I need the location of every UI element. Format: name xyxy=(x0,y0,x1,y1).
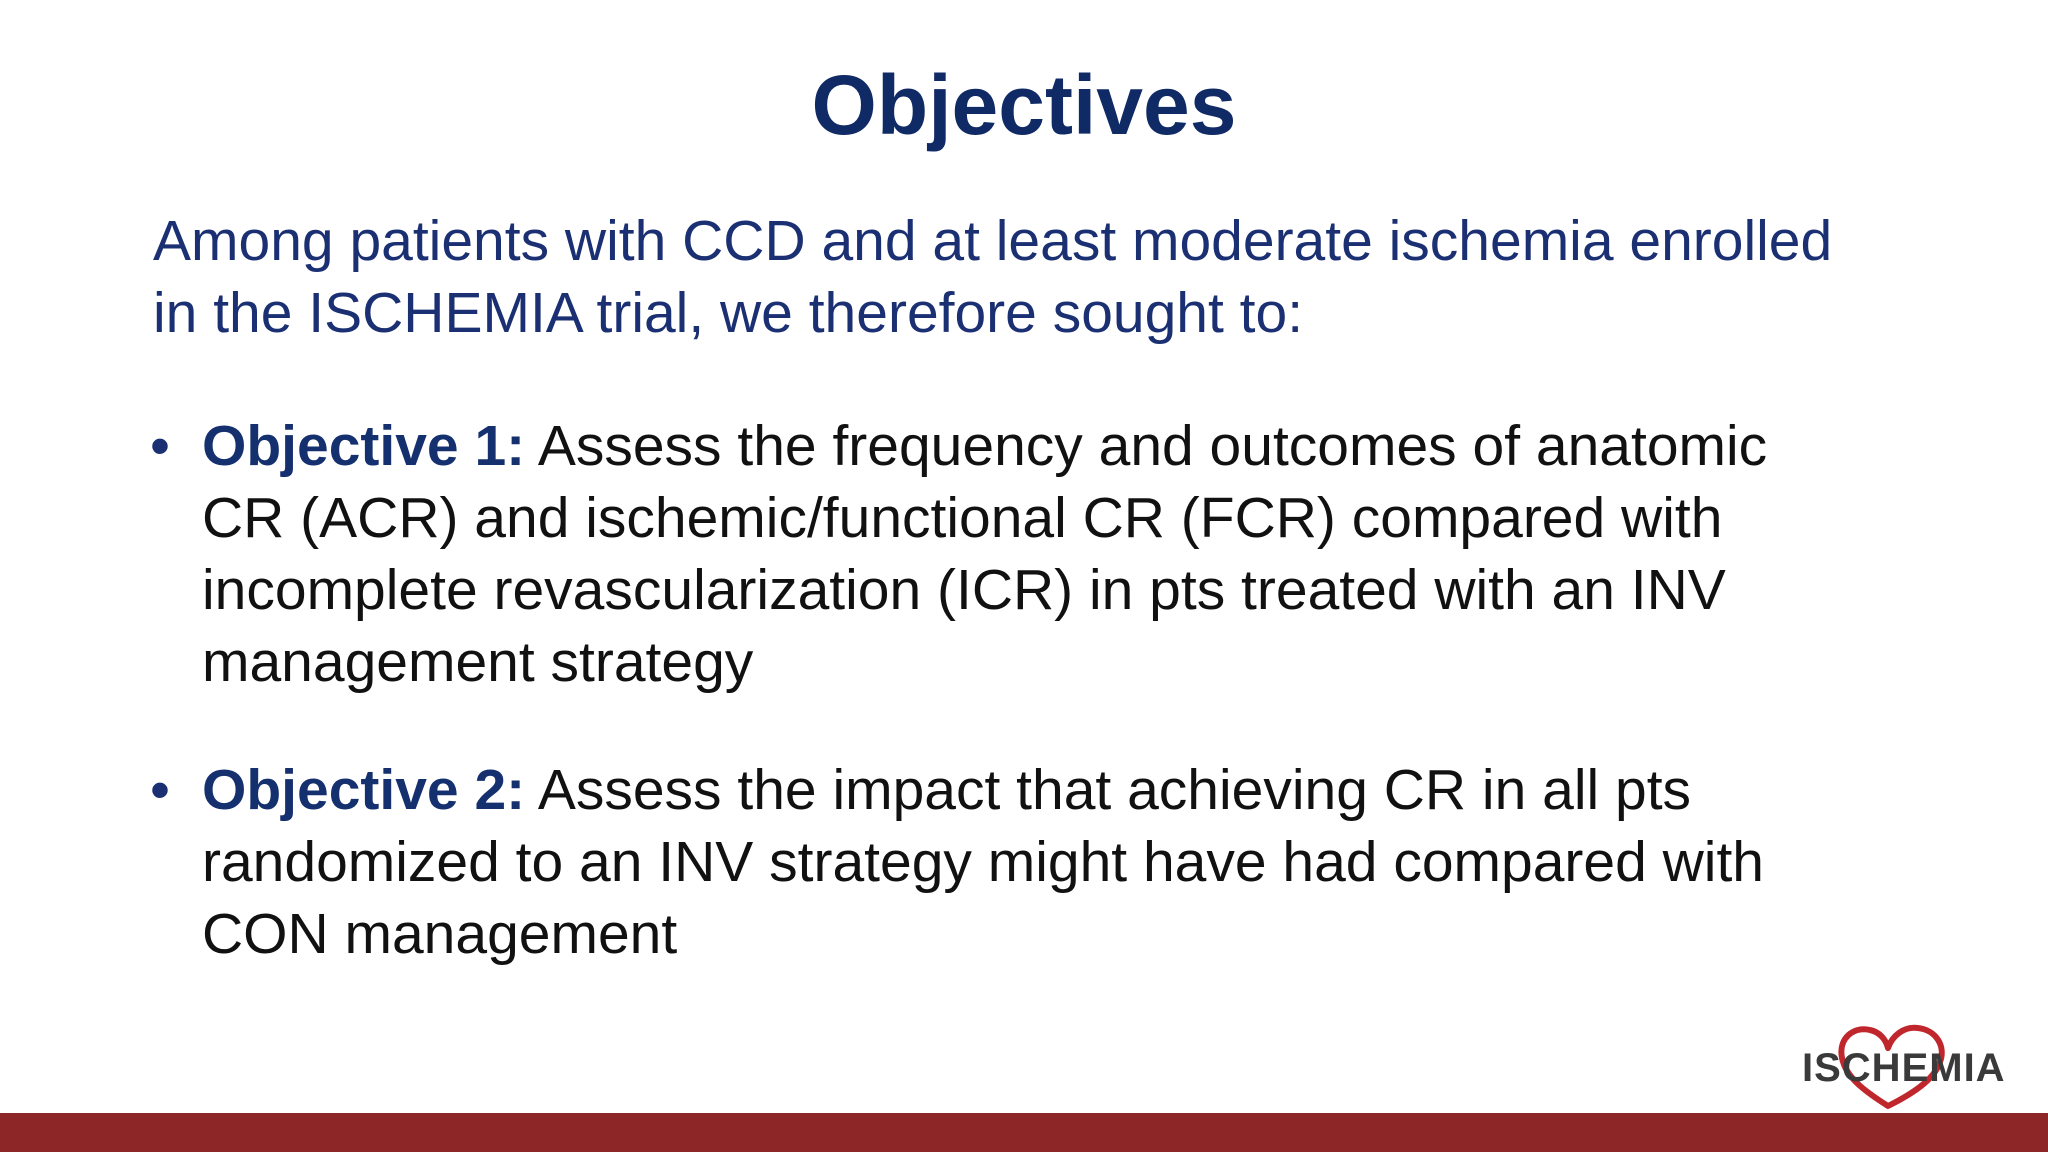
intro-line-1: Among patients with CCD and at least moderate ischemia enrolled xyxy=(153,209,1833,273)
intro-text xyxy=(153,205,2003,349)
slide-title: Objectives xyxy=(811,58,1237,152)
ischemia-logo xyxy=(1796,1020,2036,1110)
objective-2-line-3: CON management xyxy=(202,902,678,966)
objective-1-line-3: incomplete revascularization (ICR) in pts treated with an INV xyxy=(202,558,1726,622)
objective-2-line-1: Objective 2: Assess the impact that achieving CR in all pts xyxy=(202,758,1692,822)
objective-1-line-2: CR (ACR) and ischemic/functional CR (FCR) compared with xyxy=(202,486,1723,550)
objective-1-line-4: management strategy xyxy=(202,630,754,694)
bullet-icon: • xyxy=(150,414,170,478)
objective-1-line-1: Objective 1: Assess the frequency and outcomes of anatomic xyxy=(202,414,1768,478)
objective-1-text xyxy=(202,410,1962,698)
footer-bar xyxy=(0,1113,2048,1152)
objective-2-label: Objective 2: xyxy=(202,758,526,822)
objective-1-label: Objective 1: xyxy=(202,414,526,478)
intro-line-2: in the ISCHEMIA trial, we therefore sought to: xyxy=(153,281,1304,345)
objective-2-text xyxy=(202,754,1962,970)
objective-2-line-2: randomized to an INV strategy might have had compared with xyxy=(202,830,1764,894)
logo-text: ISCHEMIA xyxy=(1802,1046,2006,1090)
bullet-icon: • xyxy=(150,758,170,822)
